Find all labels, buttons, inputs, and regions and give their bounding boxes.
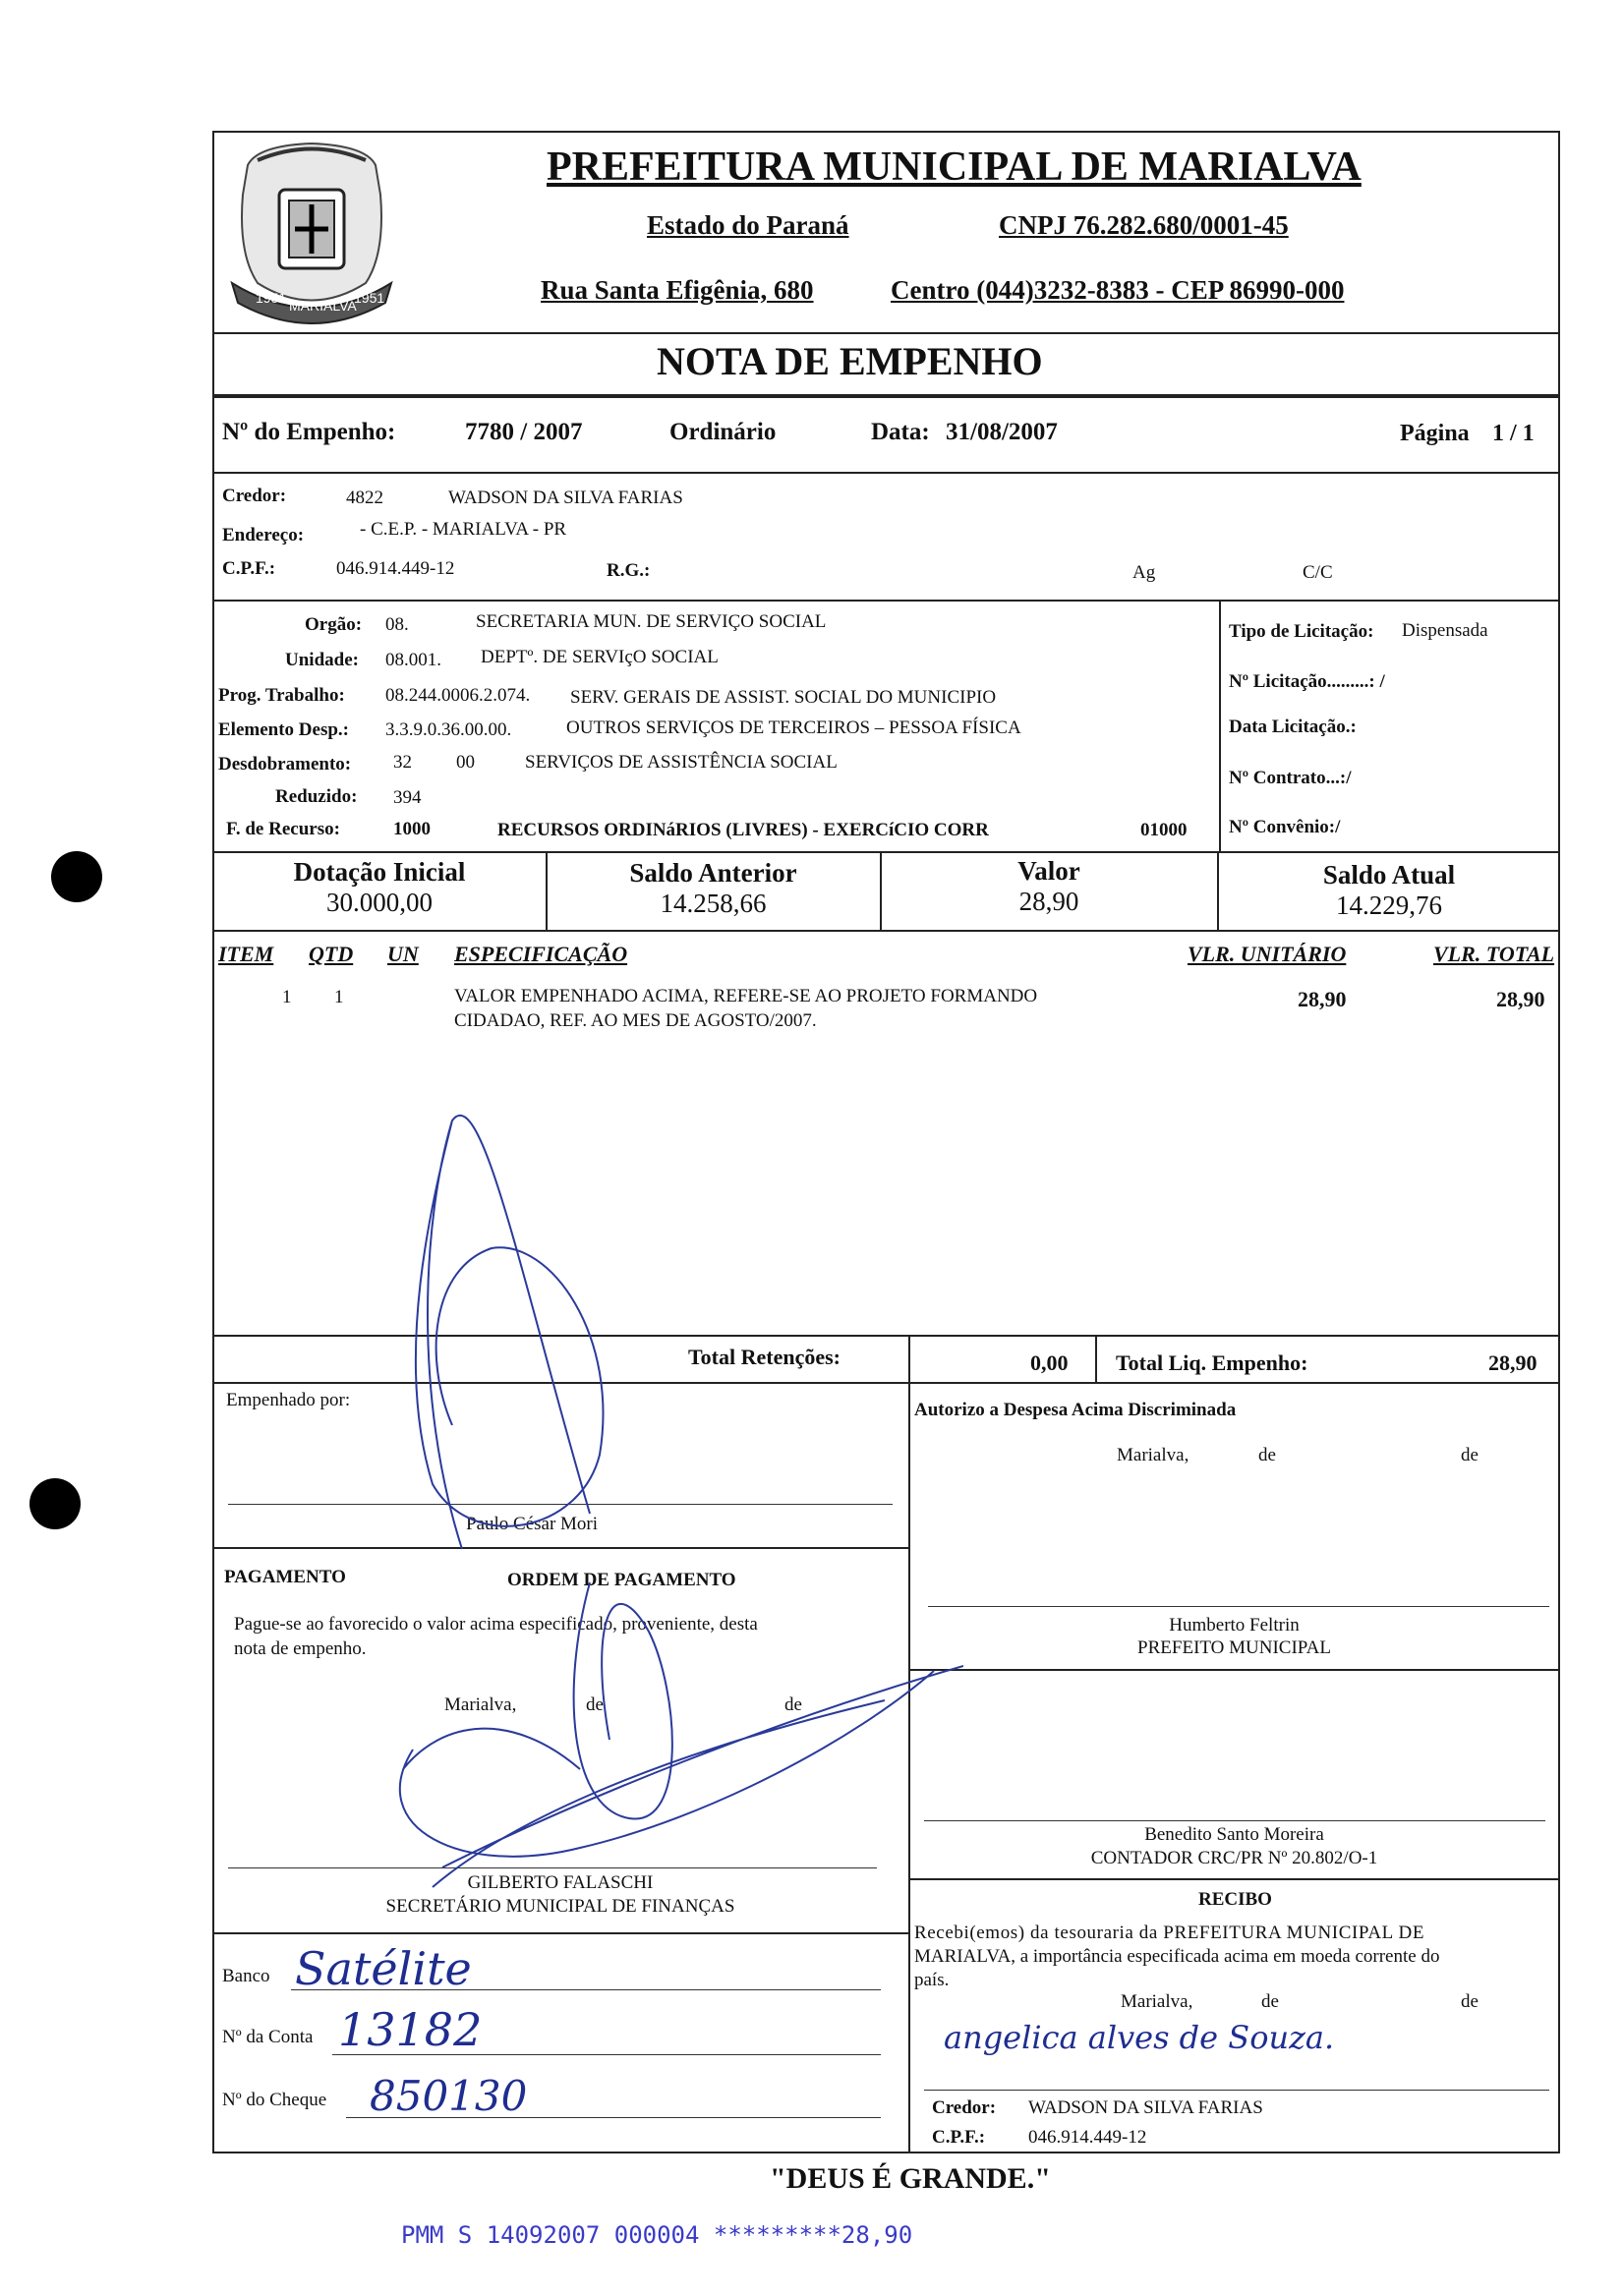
pagamento-de2: de [784, 1694, 802, 1715]
pagamento-text-1: Pague-se ao favorecido o valor acima especificado, proveniente, desta [234, 1614, 758, 1635]
payment-stamp: PMM S 14092007 000004 *********28,90 [401, 2221, 913, 2249]
punch-hole-top [51, 851, 102, 902]
crest-year-right: 1951 [354, 290, 385, 306]
secretario-signer: GILBERTO FALASCHI [467, 1872, 654, 1893]
recibo-de2: de [1461, 1991, 1479, 2012]
col-total: VLR. TOTAL [1433, 942, 1555, 966]
contrato-number: Nº Contrato...:/ [1229, 768, 1352, 788]
retencoes-value: 0,00 [1030, 1350, 1069, 1375]
elemento-label: Elemento Desp.: [218, 719, 349, 740]
contador-signer: Benedito Santo Moreira [1144, 1824, 1324, 1845]
saldo-anterior-label: Saldo Anterior [629, 858, 797, 888]
prefeito-role: PREFEITO MUNICIPAL [1137, 1637, 1331, 1658]
col-unit: VLR. UNITÁRIO [1188, 942, 1347, 966]
empenho-date: 31/08/2007 [946, 419, 1058, 445]
empenho-number: 7780 / 2007 [465, 419, 583, 445]
cheque-label: Nº do Cheque [222, 2090, 327, 2110]
credor-name: WADSON DA SILVA FARIAS [448, 488, 683, 508]
saldo-atual-cell [1219, 860, 1559, 921]
address-contact: Centro (044)3232-8383 - CEP 86990-000 [891, 275, 1345, 305]
recurso-number: 01000 [1140, 820, 1188, 840]
saldo-atual-value: 14.229,76 [1336, 890, 1442, 920]
autorizo-label: Autorizo a Despesa Acima Discriminada [914, 1400, 1237, 1420]
contador-role: CONTADOR CRC/PR Nº 20.802/O-1 [1090, 1848, 1378, 1868]
date-label: Data: [871, 419, 930, 445]
cc-label: C/C [1303, 562, 1333, 583]
valor-label: Valor [1017, 856, 1080, 886]
signature-paulo [374, 1101, 629, 1553]
ordem-pagamento-label: ORDEM DE PAGAMENTO [507, 1570, 736, 1590]
prefeito-signer: Humberto Feltrin [1169, 1615, 1300, 1636]
punch-hole-bottom [29, 1478, 81, 1529]
unidade-name: DEPTº. DE SERVIçO SOCIAL [481, 647, 719, 667]
elemento-name: OUTROS SERVIÇOS DE TERCEIROS – PESSOA FÍSICA [566, 718, 1021, 738]
retencoes-label: Total Retenções: [688, 1345, 841, 1369]
banco-value[interactable]: Satélite [295, 1942, 472, 1995]
recibo-text-1: Recebi(emos) da tesouraria da PREFEITURA MUNICIPAL DE [914, 1923, 1425, 1943]
item-unit-value: 28,90 [1298, 987, 1347, 1011]
item-total-value: 28,90 [1496, 987, 1545, 1011]
item-qtd: 1 [334, 987, 344, 1007]
motto: "DEUS É GRANDE." [770, 2162, 1051, 2195]
desdob-a: 32 [393, 752, 412, 773]
page-label: Página [1400, 421, 1470, 446]
cnpj: CNPJ 76.282.680/0001-45 [999, 210, 1289, 240]
empenhado-label: Empenhado por: [226, 1390, 351, 1410]
empenho-label: Nº do Empenho: [222, 419, 396, 445]
recibo-text-3: país. [914, 1970, 950, 1990]
endereco-label: Endereço: [222, 525, 305, 545]
pagamento-de1: de [586, 1694, 604, 1715]
elemento-code: 3.3.9.0.36.00.00. [385, 719, 512, 740]
cpf-value: 046.914.449-12 [336, 558, 455, 579]
endereco-value: - C.E.P. - MARIALVA - PR [360, 519, 567, 540]
recibo-credor-label: Credor: [932, 2097, 997, 2118]
unidade-label: Unidade: [285, 650, 359, 670]
item-spec-line1: VALOR EMPENHADO ACIMA, REFERE-SE AO PROJETO FORMANDO [454, 986, 1038, 1006]
banco-label: Banco [222, 1966, 270, 1986]
pagamento-text-2: nota de empenho. [234, 1638, 367, 1659]
recurso-name: RECURSOS ORDINáRIOS (LIVRES) - EXERCíCIO CORR [497, 820, 989, 840]
recibo-text-2: MARIALVA, a importância especificada acima em moeda corrente do [914, 1946, 1440, 1967]
saldo-anterior-value: 14.258,66 [660, 889, 767, 918]
pagamento-place: Marialva, [444, 1694, 517, 1715]
recibo-cpf-value: 046.914.449-12 [1028, 2127, 1147, 2148]
convenio-number: Nº Convênio:/ [1229, 817, 1341, 837]
recibo-label: RECIBO [1198, 1889, 1272, 1910]
valor-value: 28,90 [1018, 887, 1079, 916]
conta-value[interactable]: 13182 [338, 2003, 483, 2056]
col-item: ITEM [218, 942, 274, 966]
document-title: NOTA DE EMPENHO [657, 339, 1043, 383]
autorizo-de1: de [1258, 1445, 1276, 1465]
recurso-label: F. de Recurso: [226, 819, 340, 839]
autorizo-de2: de [1461, 1445, 1479, 1465]
page-number: 1 / 1 [1492, 421, 1535, 446]
recibo-place: Marialva, [1121, 1991, 1193, 2012]
col-un: UN [387, 942, 419, 966]
conta-label: Nº da Conta [222, 2027, 314, 2047]
state-name: Estado do Paraná [647, 210, 849, 240]
autorizo-place: Marialva, [1117, 1445, 1189, 1465]
dotacao-inicial-label: Dotação Inicial [293, 857, 466, 887]
liquido-value: 28,90 [1488, 1350, 1537, 1375]
recurso-code: 1000 [393, 819, 431, 839]
empenho-type: Ordinário [669, 419, 777, 445]
desdob-name: SERVIÇOS DE ASSISTÊNCIA SOCIAL [525, 752, 838, 773]
recibo-de1: de [1261, 1991, 1279, 2012]
pagamento-label: PAGAMENTO [224, 1567, 346, 1587]
item-number: 1 [282, 987, 292, 1007]
recibo-signature: angelica alves de Souza. [944, 2019, 1335, 2056]
prog-label: Prog. Trabalho: [218, 685, 345, 706]
orgao-name: SECRETARIA MUN. DE SERVIÇO SOCIAL [476, 611, 827, 632]
saldo-atual-label: Saldo Atual [1322, 860, 1456, 890]
desdob-label: Desdobramento: [218, 754, 352, 775]
empenhado-name: Paulo César Mori [466, 1514, 599, 1534]
credor-code: 4822 [346, 488, 383, 508]
dotacao-inicial-cell [214, 857, 545, 918]
col-qtd: QTD [309, 942, 354, 966]
prog-name: SERV. GERAIS DE ASSIST. SOCIAL DO MUNICIPIO [570, 687, 997, 708]
prog-code: 08.244.0006.2.074. [385, 685, 531, 706]
address: Rua Santa Efigênia, 680 [541, 275, 814, 305]
credor-label: Credor: [222, 486, 287, 506]
municipality-title: PREFEITURA MUNICIPAL DE MARIALVA [547, 144, 1362, 190]
crest-name: MARIALVA [289, 298, 357, 314]
reduzido-label: Reduzido: [275, 786, 358, 807]
recibo-cpf-label: C.P.F.: [932, 2127, 986, 2148]
valor-cell [882, 856, 1216, 917]
cpf-label: C.P.F.: [222, 558, 276, 579]
crest-year-left: 1951 [256, 290, 287, 306]
item-spec-line2: CIDADAO, REF. AO MES DE AGOSTO/2007. [454, 1010, 817, 1031]
tipo-licitacao-value: Dispensada [1402, 620, 1488, 641]
crest-logo [218, 136, 405, 324]
orgao-code: 08. [385, 614, 409, 635]
col-espec: ESPECIFICAÇÃO [454, 942, 628, 966]
dotacao-inicial-value: 30.000,00 [326, 888, 433, 917]
ag-label: Ag [1132, 562, 1156, 583]
tipo-licitacao-label: Tipo de Licitação: [1229, 621, 1374, 642]
recibo-credor-name: WADSON DA SILVA FARIAS [1028, 2097, 1263, 2118]
cheque-value[interactable]: 850130 [370, 2072, 528, 2120]
unidade-code: 08.001. [385, 650, 441, 670]
orgao-label: Orgão: [305, 614, 363, 635]
saldo-anterior-cell [548, 858, 879, 919]
liquido-label: Total Liq. Empenho: [1116, 1350, 1308, 1375]
licitacao-number: Nº Licitação.........: / [1229, 671, 1385, 692]
secretario-role: SECRETÁRIO MUNICIPAL DE FINANÇAS [385, 1896, 735, 1917]
reduzido-value: 394 [393, 787, 422, 808]
rg-label: R.G.: [607, 560, 651, 581]
desdob-b: 00 [456, 752, 475, 773]
signature-gilberto [383, 1573, 963, 1907]
licitacao-date: Data Licitação.: [1229, 717, 1357, 737]
